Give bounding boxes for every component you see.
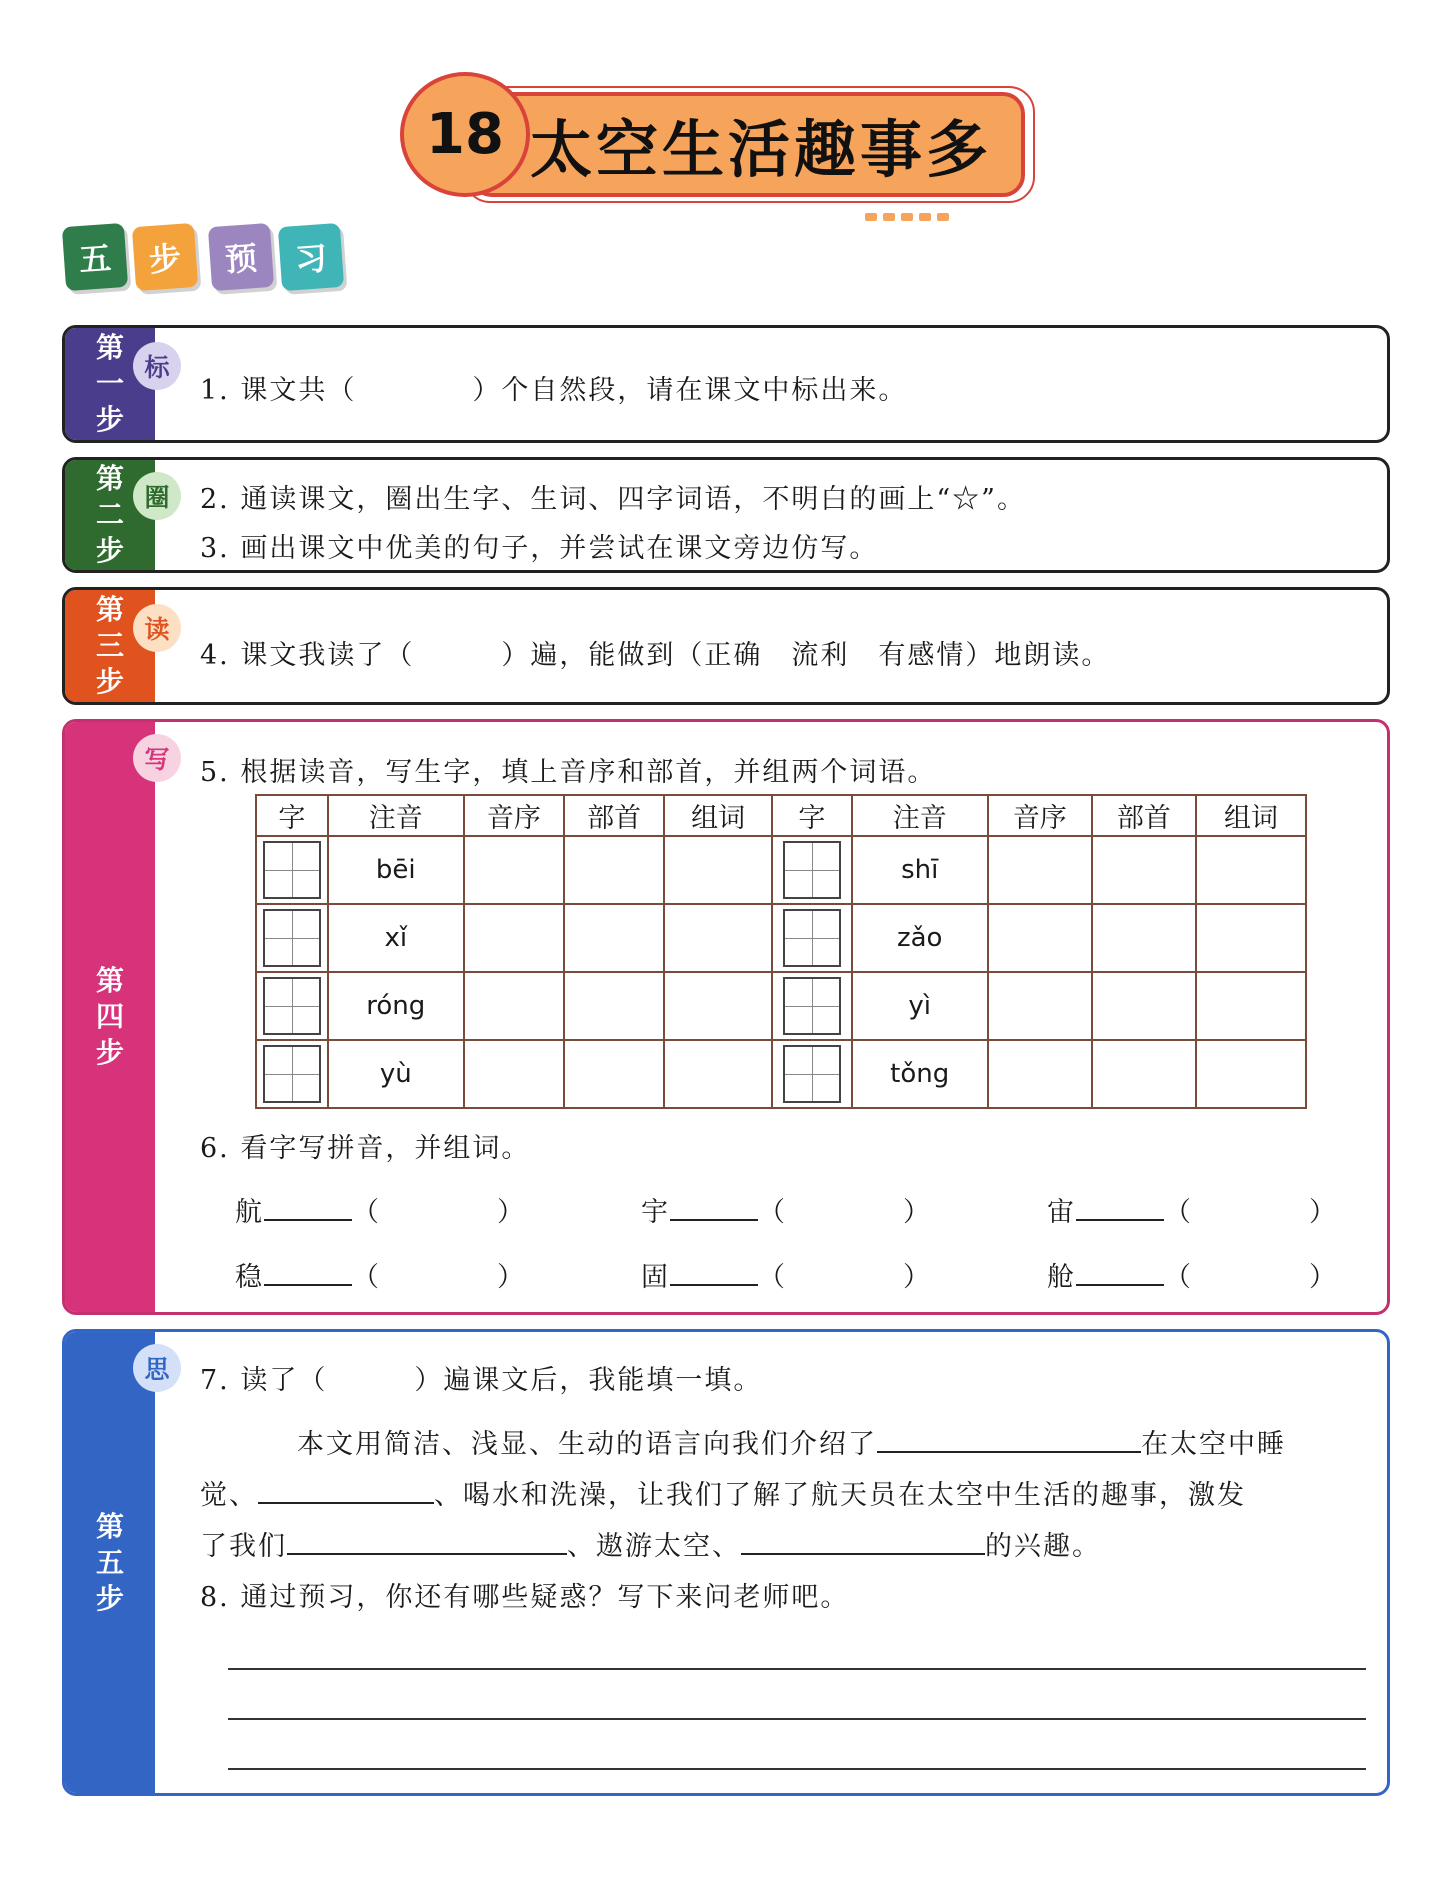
- title-decoration: [865, 206, 965, 216]
- step5-bubble: 思: [133, 1344, 181, 1392]
- yinxu-cell[interactable]: [988, 972, 1092, 1040]
- pinyin-cell: róng: [328, 972, 464, 1040]
- fill-blank-3[interactable]: [287, 1527, 567, 1555]
- table-row: [256, 1040, 1306, 1108]
- q6-item-hang: 航 （ ）: [235, 1190, 526, 1229]
- table-header: 组词: [664, 795, 772, 836]
- table-header-row: [256, 795, 1306, 836]
- fill-blank-4[interactable]: [741, 1527, 985, 1555]
- table-header: 部首: [564, 795, 664, 836]
- bushou-cell[interactable]: [564, 904, 664, 972]
- pinyin-cell: xǐ: [328, 904, 464, 972]
- yinxu-cell[interactable]: [464, 904, 564, 972]
- yinxu-cell[interactable]: [464, 972, 564, 1040]
- bushou-cell[interactable]: [1092, 836, 1196, 904]
- answer-line-2[interactable]: [228, 1718, 1366, 1720]
- bushou-cell[interactable]: [1092, 904, 1196, 972]
- zuci-cell[interactable]: [1196, 904, 1306, 972]
- char-box[interactable]: [256, 1040, 328, 1108]
- q7-fill-line1: 本文用简洁、浅显、生动的语言向我们介绍了 在太空中睡: [297, 1422, 1286, 1461]
- char-box[interactable]: [772, 972, 852, 1040]
- pinyin-cell: shī: [852, 836, 988, 904]
- step4-label: 第 四 步: [65, 722, 155, 1312]
- zuci-cell[interactable]: [664, 904, 772, 972]
- yinxu-cell[interactable]: [988, 904, 1092, 972]
- table-header: 注音: [328, 795, 464, 836]
- zuci-cell[interactable]: [664, 972, 772, 1040]
- answer-line-1[interactable]: [228, 1668, 1366, 1670]
- q6-item-yu: 宇 （ ）: [641, 1190, 932, 1229]
- char-box[interactable]: [256, 836, 328, 904]
- pinyin-blank[interactable]: [264, 1258, 352, 1286]
- q6-item-wen: 稳 （ ）: [235, 1255, 526, 1294]
- step3-card: [62, 587, 1390, 705]
- q6-item-cang: 舱 （ ）: [1047, 1255, 1338, 1294]
- char-box[interactable]: [256, 904, 328, 972]
- question-1: 1. 课文共（ ）个自然段，请在课文中标出来。: [200, 375, 908, 406]
- question-8: 8. 通过预习，你还有哪些疑惑？写下来问老师吧。: [200, 1582, 850, 1613]
- step1-card: [62, 325, 1390, 443]
- fill-blank-2[interactable]: [258, 1476, 434, 1504]
- table-header: 组词: [1196, 795, 1306, 836]
- tile-xi: 习: [278, 223, 344, 291]
- zuci-cell[interactable]: [1196, 1040, 1306, 1108]
- pinyin-cell: bēi: [328, 836, 464, 904]
- step3-bubble: 读: [133, 604, 181, 652]
- table-header: 注音: [852, 795, 988, 836]
- question-7: 7. 读了（ ）遍课文后，我能填一填。: [200, 1365, 763, 1396]
- question-2: 2. 通读课文，圈出生字、生词、四字词语，不明白的画上“☆”。: [200, 484, 1026, 515]
- table-header: 部首: [1092, 795, 1196, 836]
- char-box[interactable]: [256, 972, 328, 1040]
- step3-label: 第 三 步: [65, 590, 155, 702]
- step5-label: 第 五 步: [65, 1332, 155, 1793]
- question-4: 4. 课文我读了（ ）遍，能做到（正确 流利 有感情）地朗读。: [200, 640, 1111, 671]
- char-box[interactable]: [772, 904, 852, 972]
- zuci-cell[interactable]: [664, 836, 772, 904]
- pinyin-blank[interactable]: [1076, 1258, 1164, 1286]
- bushou-cell[interactable]: [1092, 972, 1196, 1040]
- char-box[interactable]: [772, 836, 852, 904]
- yinxu-cell[interactable]: [464, 1040, 564, 1108]
- bushou-cell[interactable]: [564, 972, 664, 1040]
- table-header: 音序: [464, 795, 564, 836]
- char-box[interactable]: [772, 1040, 852, 1108]
- pinyin-cell: yì: [852, 972, 988, 1040]
- table-row: [256, 904, 1306, 972]
- lesson-number-badge: [400, 72, 530, 197]
- tile-yu: 预: [208, 223, 274, 291]
- lesson-title: 太空生活趣事多: [530, 113, 993, 186]
- tile-bu: 步: [132, 223, 198, 291]
- pinyin-blank[interactable]: [264, 1193, 352, 1221]
- lesson-number: 18: [426, 102, 504, 167]
- bushou-cell[interactable]: [1092, 1040, 1196, 1108]
- bushou-cell[interactable]: [564, 1040, 664, 1108]
- fill-blank-1[interactable]: [877, 1425, 1141, 1453]
- table-header: 字: [772, 795, 852, 836]
- q6-item-gu: 固 （ ）: [641, 1255, 932, 1294]
- step1-label: 第 一 步: [65, 328, 155, 440]
- pinyin-cell: zǎo: [852, 904, 988, 972]
- question-6: 6. 看字写拼音，并组词。: [200, 1133, 531, 1164]
- step5-card: [62, 1329, 1390, 1796]
- yinxu-cell[interactable]: [988, 836, 1092, 904]
- pinyin-blank[interactable]: [670, 1193, 758, 1221]
- bushou-cell[interactable]: [564, 836, 664, 904]
- question-5: 5. 根据读音，写生字，填上音序和部首，并组两个词语。: [200, 757, 937, 788]
- zuci-cell[interactable]: [1196, 972, 1306, 1040]
- step1-bubble: 标: [133, 342, 181, 390]
- q7-fill-line2: 觉、 、喝水和洗澡，让我们了解了航天员在太空中生活的趣事，激发: [200, 1473, 1246, 1512]
- step2-label: 第 二 步: [65, 460, 155, 570]
- step2-bubble: 圈: [133, 472, 181, 520]
- pinyin-cell: yù: [328, 1040, 464, 1108]
- q6-item-zhou: 宙 （ ）: [1047, 1190, 1338, 1229]
- tile-wu: 五: [62, 223, 128, 291]
- lesson-title-banner: [400, 72, 1040, 214]
- pinyin-cell: tǒng: [852, 1040, 988, 1108]
- yinxu-cell[interactable]: [464, 836, 564, 904]
- answer-line-3[interactable]: [228, 1768, 1366, 1770]
- step2-card: [62, 457, 1390, 573]
- yinxu-cell[interactable]: [988, 1040, 1092, 1108]
- pinyin-blank[interactable]: [670, 1258, 758, 1286]
- pinyin-blank[interactable]: [1076, 1193, 1164, 1221]
- question-3: 3. 画出课文中优美的句子，并尝试在课文旁边仿写。: [200, 533, 879, 564]
- zuci-cell[interactable]: [664, 1040, 772, 1108]
- character-table: [255, 794, 1307, 1109]
- q7-fill-line3: 了我们 、遨游太空、 的兴趣。: [200, 1524, 1101, 1563]
- table-header: 音序: [988, 795, 1092, 836]
- step4-card: [62, 719, 1390, 1315]
- step4-bubble: 写: [133, 734, 181, 782]
- table-row: [256, 972, 1306, 1040]
- zuci-cell[interactable]: [1196, 836, 1306, 904]
- table-header: 字: [256, 795, 328, 836]
- table-row: [256, 836, 1306, 904]
